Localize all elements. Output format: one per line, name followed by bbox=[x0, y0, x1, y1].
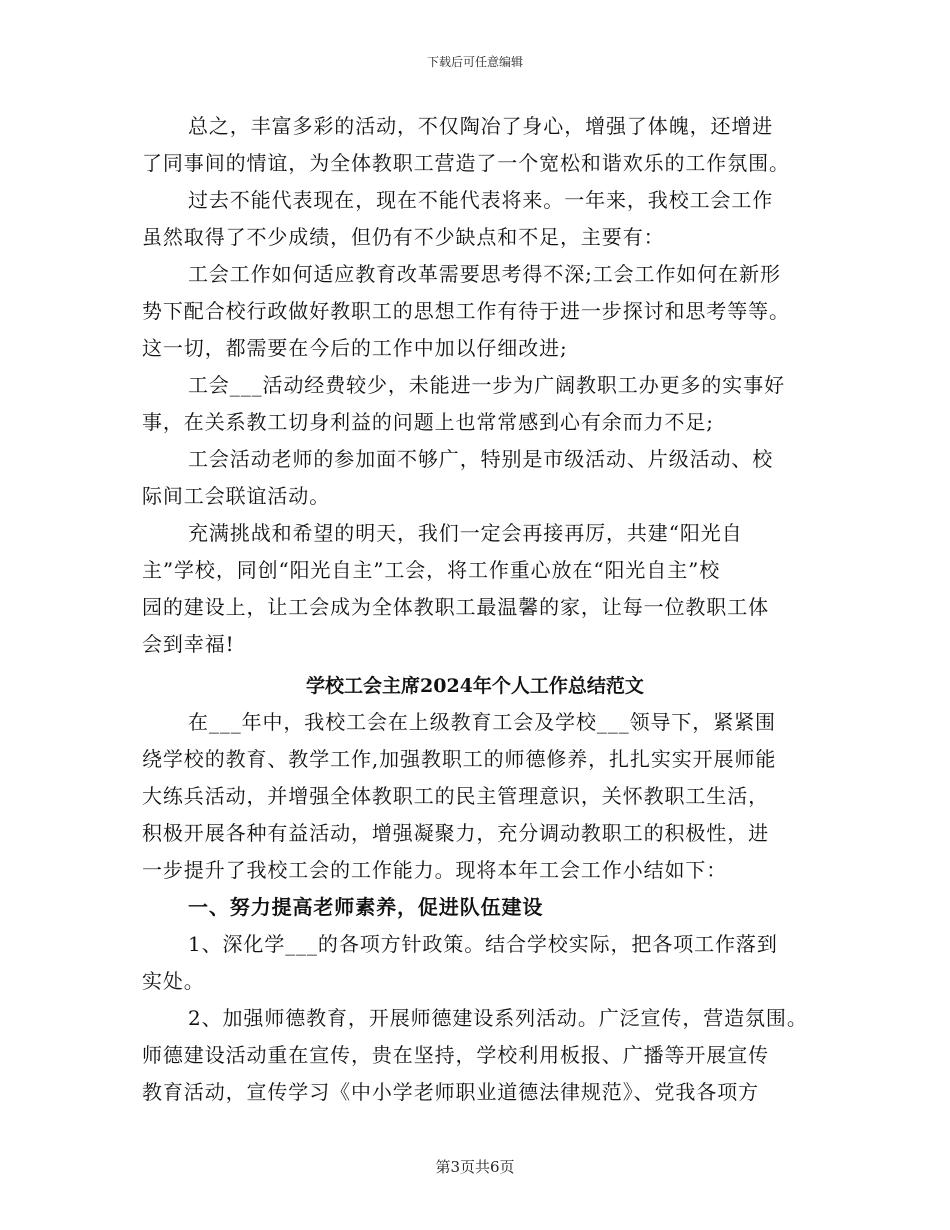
paragraph-line: 会到幸福! bbox=[142, 632, 235, 656]
paragraph-line: 虽然取得了不少成绩，但仍有不少缺点和不足，主要有： bbox=[142, 225, 665, 249]
paragraph-line: 师德建设活动重在宣传，贵在坚持，学校利用板报、广播等开展宣传 bbox=[142, 1043, 769, 1067]
paragraph-line: 积极开展各种有益活动，增强凝聚力，充分调动教职工的积极性，进 bbox=[142, 821, 769, 845]
paragraph-line: 1、深化学___的各项方针政策。结合学校实际，把各项工作落到 bbox=[188, 932, 778, 956]
paragraph-line: 势下配合校行政做好教职工的思想工作有待于进一步探讨和思考等等。 bbox=[142, 299, 790, 323]
paragraph-line: 际间工会联谊活动。 bbox=[142, 484, 331, 508]
paragraph-line: 充满挑战和希望的明天，我们一定会再接再厉，共建“阳光自 bbox=[188, 521, 743, 545]
section-title: 学校工会主席2024年个人工作总结范文 bbox=[306, 675, 644, 697]
subsection-heading: 一、努力提高老师素养，促进队伍建设 bbox=[188, 895, 544, 919]
paragraph-line: 事，在关系教工切身利益的问题上也常常感到心有余而力不足; bbox=[142, 410, 714, 434]
page-number-footer: 第3页共6页 bbox=[435, 1158, 515, 1176]
paragraph-line: 过去不能代表现在，现在不能代表将来。一年来，我校工会工作 bbox=[188, 188, 774, 212]
page-header-note: 下载后可任意编辑 bbox=[426, 55, 523, 69]
paragraph-line: 教育活动，宣传学习《中小学老师职业道德法律规范》、党我各项方 bbox=[142, 1080, 759, 1104]
paragraph-line: 工会工作如何适应教育改革需要思考得不深;工会工作如何在新形 bbox=[188, 262, 781, 286]
paragraph-line: 实处。 bbox=[142, 969, 205, 993]
paragraph-line: 工会活动老师的参加面不够广，特别是市级活动、片级活动、校 bbox=[188, 447, 774, 471]
paragraph-line: 在___年中，我校工会在上级教育工会及学校___领导下，紧紧围 bbox=[188, 710, 776, 734]
paragraph-line: 2、加强师德教育，开展师德建设系列活动。广泛宣传，营造氛围。 bbox=[188, 1006, 808, 1030]
paragraph-line: 主”学校，同创“阳光自主”工会，将工作重心放在“阳光自主”校 bbox=[142, 558, 721, 582]
paragraph-line: 绕学校的教育、教学工作,加强教职工的师德修养，扎扎实实开展师能 bbox=[142, 747, 777, 771]
paragraph-line: 大练兵活动，并增强全体教职工的民主管理意识，关怀教职工生活， bbox=[142, 784, 769, 808]
paragraph-line: 总之，丰富多彩的活动，不仅陶冶了身心，增强了体魄，还增进 bbox=[188, 114, 774, 138]
paragraph-line: 一步提升了我校工会的工作能力。现将本年工会工作小结如下： bbox=[142, 858, 728, 882]
paragraph-line: 这一切，都需要在今后的工作中加以仔细改进; bbox=[142, 336, 568, 360]
paragraph-line: 了同事间的情谊，为全体教职工营造了一个宽松和谐欢乐的工作氛围。 bbox=[142, 151, 790, 175]
paragraph-line: 园的建设上，让工会成为全体教职工最温馨的家，让每一位教职工体 bbox=[142, 595, 769, 619]
paragraph-line: 工会___活动经费较少，未能进一步为广阔教职工办更多的实事好 bbox=[188, 373, 785, 397]
